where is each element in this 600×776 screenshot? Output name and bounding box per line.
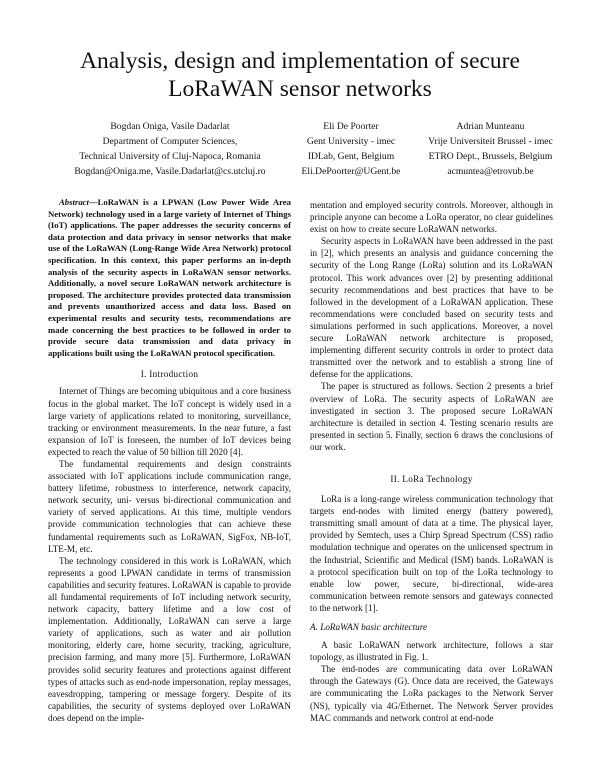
subsection-heading: A. LoRaWAN basic architecture [310, 622, 428, 632]
right-column [310, 199, 553, 724]
paragraph: The fundamental requirements and design constraints associated with IoT applications include communication range, battery lifetime, robustness to interference, network capacity, network security, uni- versus bi-directional communication and variety of served applications. At this time, multiple vendors provide communication technologies that can achieve these fundamental requirements such as LoRaWAN, SigFox, NB-IoT, LTE-M, etc. [48, 458, 291, 554]
author-name: Eli De Poorter [323, 121, 379, 132]
section-heading-lora: II. LoRa Technology [390, 473, 473, 484]
abstract-text: —LoRaWAN is a LPWAN (Low Power Wide Area Network) technology used in a large variety of Internet of Things (IoT) applications. The paper addresses the security concerns of data protection and data privacy in sensor networks that make use of the LoRaWAN (Long-Range Wide Area Network) protocol specification. In this context, this paper performs an in-depth analysis of the security aspects in LoRaWAN sensor networks. Additionally, a novel secure LoRaWAN network architecture is proposed. The architecture provides protected data transmission and prevents unauthorized access and data loss. Based on experimental results and security tests, recommendations are made concerning the best practices to be followed in order to provide secure data transmission and data privacy in applications built using the LoRaWAN protocol specification. [48, 197, 291, 358]
left-column [48, 197, 291, 724]
author-affiliation: IDLab, Gent, Belgium [307, 151, 395, 162]
paragraph: The paper is structured as follows. Section 2 presents a brief overview of LoRa. The security aspects of LoRaWAN are investigated in section 3. The proposed secure LoRaWAN architecture is detailed in section 4. Testing scenario results are presented in section 5. Finally, section 6 draws the conclusions of our work. [310, 381, 553, 452]
paragraph: The end-nodes are communicating data over LoRaWAN through the Gateways (G). Once data are received, the Gateways are communicating the LoRa packages to the Network Server (NS), typically via 4G/Ethernet. The Network Server provides MAC commands and network control at end-node [310, 664, 553, 723]
author-block-1 [50, 119, 290, 179]
paragraph: Security aspects in LoRaWAN have been addressed in the past in [2], which presents an analysis and guidance concerning the security of the Long Range (LoRa) solution and its LoRaWAN protocol. This work advances over [2] by presenting additional security recommendations and best practices that have to be followed in the development of a LoRaWAN application. These recommendations were concluded based on security tests and simulations performed in such applications. Moreover, a novel secure LoRaWAN network architecture is proposed, implementing different security controls in order to protect data transmitted over the network and to establish a strong line of defense for the applications. [310, 236, 553, 380]
paragraph: A basic LoRaWAN network architecture, follows a star topology, as illustrated in Fig. 1. [310, 640, 553, 663]
abstract [48, 197, 291, 359]
author-affiliation: Gent University - imec [306, 136, 396, 147]
author-email: Eli.DePoorter@UGent.be [301, 166, 401, 177]
paragraph: The technology considered in this work is LoRaWAN, which represents a good LPWAN candidate in terms of transmission capabilities and security features. LoRaWAN is capable to provide all fundamental requirements of IoT including network security, network capacity, battery lifetime and a low cost of implementation. Additionally, LoRaWAN can serve a large variety of applications, such as water and air pollution monitoring, elderly care, home security, tracking, agriculture, precision farming, and many more [5]. Furthermore, LoRaWAN provides solid security features and protections against different types of attacks such as end-node impersonation, replay messages, eavesdropping, tampering or message forgery. Despite of its capabilities, the security of systems deployed over LoRaWAN does depend on the imple- [48, 555, 291, 723]
author-name: Adrian Munteanu [456, 121, 525, 132]
abstract-label: Abstract [59, 197, 89, 207]
paragraph: LoRa is a long-range wireless communication technology that targets end-nodes with limited energy (battery powered), transmitting small amount of data at a time. The physical layer, provided by Semtech, uses a Chirp Spread Spectrum (CSS) radio modulation technique and operates on the unlicensed spectrum in the Industrial, Scientific and Medical (ISM) bands. LoRaWAN is a protocol specification built on top of the LoRa technology to enable low power, secure, bi-directional, wide-area communication between remote sensors and gateways connected to the network [1]. [310, 494, 553, 613]
author-affiliation: Vrije Universiteit Brussel - imec [428, 136, 553, 147]
author-email: Bogdan@Oniga.me, Vasile.Dadarlat@cs.utcluj.ro [74, 166, 266, 177]
author-block-3 [398, 119, 583, 179]
author-affiliation: ETRO Dept., Brussels, Belgium [428, 151, 553, 162]
paragraph: mentation and employed security controls. Moreover, although in principle anyone can become a LoRa operator, no clear guidelines exist on how to create secure LoRaWAN networks. [310, 200, 553, 235]
author-affiliation: Department of Computer Sciences, [102, 136, 238, 147]
author-email: acmuntea@etrovub.be [447, 166, 534, 177]
section-heading-introduction: I. Introduction [140, 369, 199, 380]
paper-title: Analysis, design and implementation of secure LoRaWAN sensor networks [80, 48, 520, 102]
author-name: Bogdan Oniga, Vasile Dadarlat [110, 121, 230, 132]
author-affiliation: Technical University of Cluj-Napoca, Romania [79, 151, 261, 162]
paragraph: Internet of Things are becoming ubiquitous and a core business focus in the global market. The IoT concept is widely used in a large variety of applications related to monitoring, surveillance, tracking or environment measurements. In the near future, a fast expansion of IoT is foreseen, the number of IoT devices being expected to reach the value of 50 billion till 2020 [4]. [48, 386, 291, 457]
